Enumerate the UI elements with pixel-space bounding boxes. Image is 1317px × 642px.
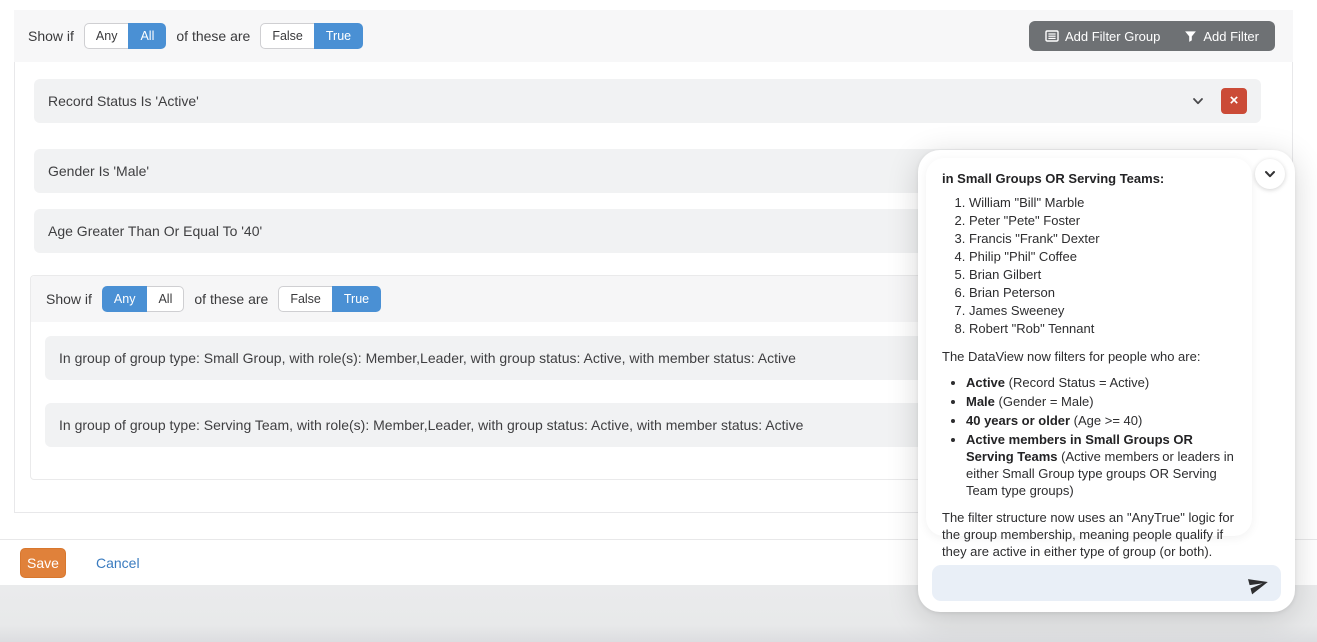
close-icon: ×: [1229, 91, 1239, 109]
chat-intro-text: The DataView now filters for people who are:: [942, 349, 1201, 365]
true-toggle-button[interactable]: True: [314, 23, 363, 50]
filter-row-label: Gender Is 'Male': [48, 163, 150, 179]
paper-plane-icon: [1248, 574, 1272, 595]
of-these-are-label: of these are: [176, 28, 251, 44]
send-button[interactable]: [1248, 572, 1272, 596]
chevron-down-icon: [1191, 94, 1205, 108]
list-item: • Active (Record Status = Active): [966, 374, 1236, 391]
list-icon: [1045, 29, 1059, 43]
filter-summary-list: [942, 374, 1236, 499]
list-item: 2. Peter "Pete" Foster: [969, 212, 1236, 229]
list-item: • Active members in Small Groups OR Serving Teams (Active members or leaders in either Small Group type groups OR Serving Team type groups): [966, 431, 1236, 499]
chat-collapse-button[interactable]: [1255, 159, 1285, 189]
list-item: 8. Robert "Rob" Tennant: [969, 320, 1236, 337]
cancel-link[interactable]: Cancel: [96, 555, 140, 571]
list-item: • Male (Gender = Male): [966, 393, 1236, 410]
filter-row-label: Age Greater Than Or Equal To '40': [48, 223, 263, 239]
list-item: • 40 years or older (Age >= 40): [966, 412, 1236, 429]
add-filter-group-button[interactable]: [1033, 21, 1172, 51]
chat-input-bar: [932, 565, 1281, 601]
false-toggle-button[interactable]: False: [278, 286, 333, 313]
filter-row-label: In group of group type: Serving Team, with role(s): Member,Leader, with group status: Active, with member status: Active: [59, 417, 804, 433]
false-toggle-button[interactable]: False: [260, 23, 315, 50]
false-true-toggle: [278, 286, 381, 313]
add-button-group: [1029, 21, 1275, 51]
all-toggle-button[interactable]: All: [128, 23, 166, 50]
all-toggle-button[interactable]: All: [146, 286, 184, 313]
any-toggle-button[interactable]: Any: [84, 23, 130, 50]
any-all-toggle: [102, 286, 184, 313]
add-filter-group-label: Add Filter Group: [1064, 28, 1161, 44]
list-item: 5. Brian Gilbert: [969, 266, 1236, 283]
list-item: 1. William "Bill" Marble: [969, 194, 1236, 211]
true-toggle-button[interactable]: True: [332, 286, 381, 313]
list-item: 3. Francis "Frank" Dexter: [969, 230, 1236, 247]
chat-message: [926, 158, 1252, 560]
add-filter-button[interactable]: [1172, 21, 1271, 51]
save-button[interactable]: Save: [20, 548, 66, 578]
of-these-are-label: of these are: [194, 291, 269, 307]
filter-row-label: In group of group type: Small Group, with role(s): Member,Leader, with group status: Active, with member status: Active: [59, 350, 796, 366]
expand-filter-button[interactable]: [1189, 92, 1207, 110]
funnel-icon: [1184, 30, 1197, 43]
any-all-toggle: [84, 23, 166, 50]
add-buttons: [1029, 21, 1275, 51]
chevron-down-icon: [1263, 167, 1277, 181]
list-item: 7. James Sweeney: [969, 302, 1236, 319]
list-item: 6. Brian Peterson: [969, 284, 1236, 301]
any-toggle-button[interactable]: Any: [102, 286, 148, 313]
false-true-toggle: [260, 23, 363, 50]
chat-assistant-panel: [918, 150, 1295, 612]
add-filter-label: Add Filter: [1203, 28, 1259, 44]
remove-filter-button[interactable]: [1221, 88, 1247, 114]
list-item: 4. Philip "Phil" Coffee: [969, 248, 1236, 265]
chat-message-heading: in Small Groups OR Serving Teams:: [942, 171, 1165, 186]
chat-outro-text: The filter structure now uses an "AnyTrue" logic for the group membership, meaning people qualify if they are active in either type of group (or both).: [942, 510, 1234, 560]
filter-toolbar: [14, 10, 1293, 62]
chat-input[interactable]: [932, 565, 1281, 601]
show-if-label: Show if: [46, 291, 92, 307]
row-controls: [1189, 88, 1247, 114]
show-if-label: Show if: [28, 28, 74, 44]
filter-row-record-status[interactable]: [34, 79, 1261, 123]
filter-row-label: Record Status Is 'Active': [48, 93, 199, 109]
matched-people-list: [942, 194, 1236, 337]
match-logic-controls: [28, 23, 363, 50]
